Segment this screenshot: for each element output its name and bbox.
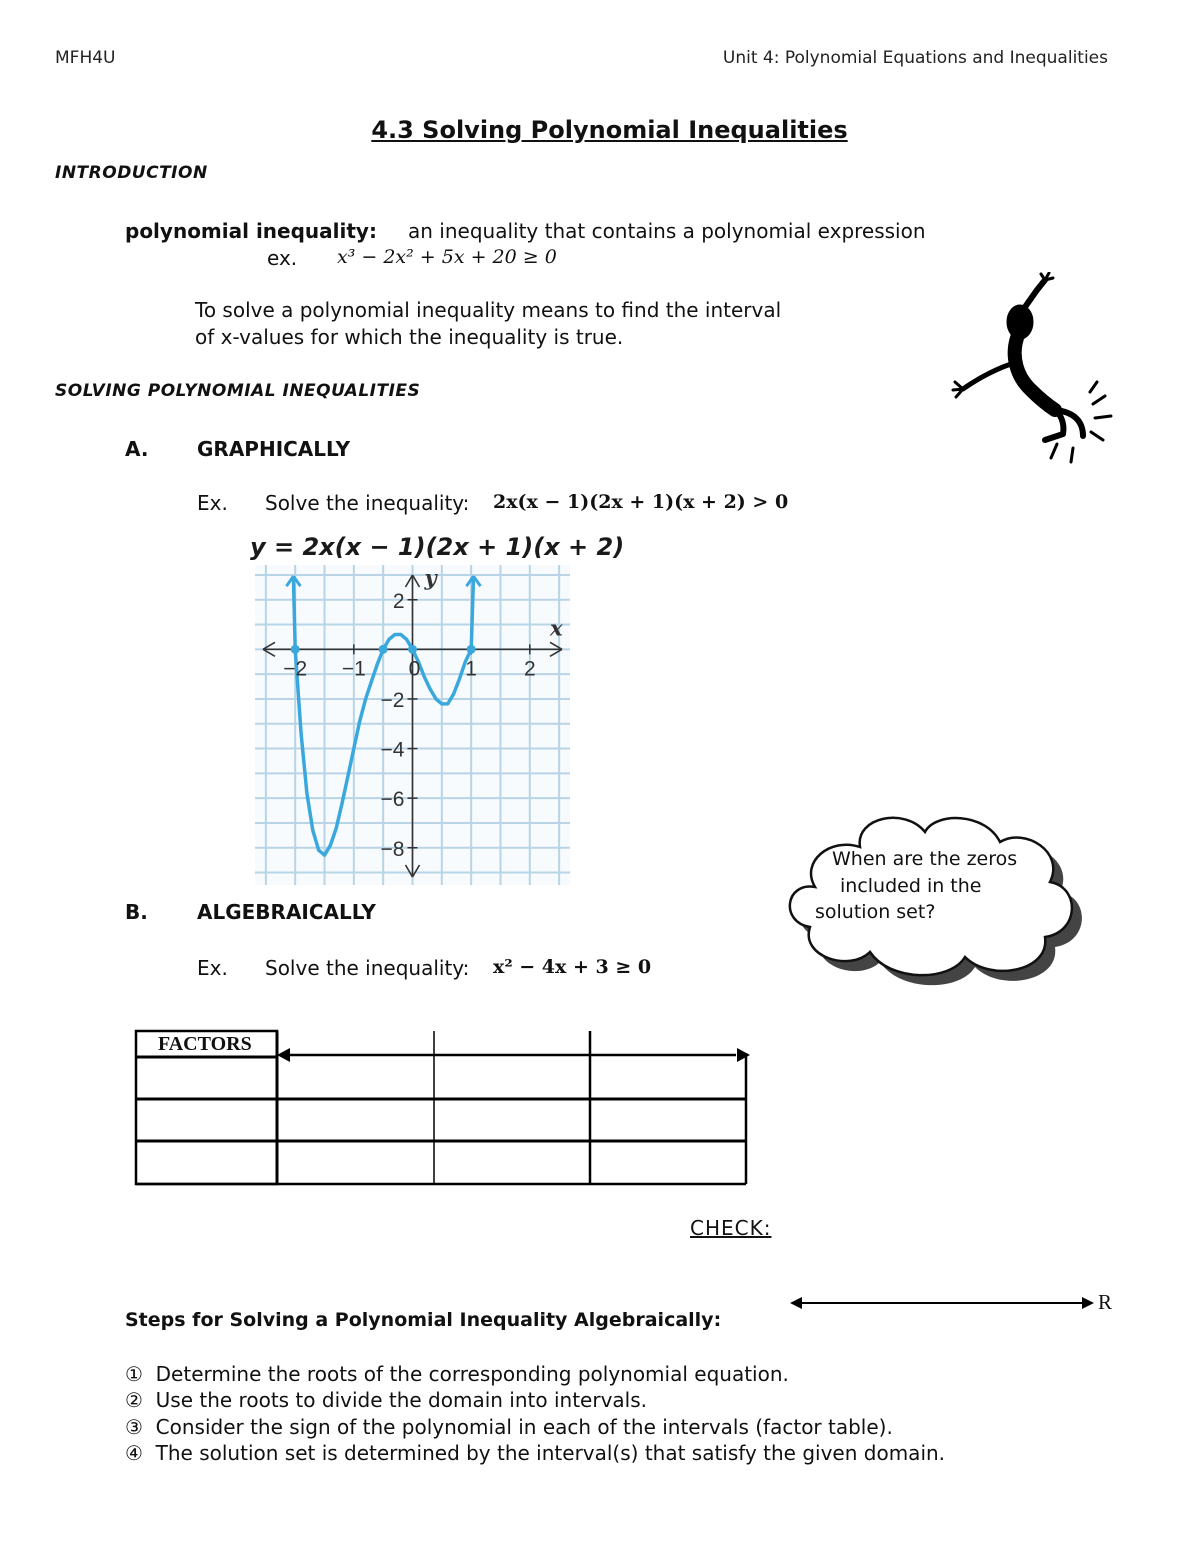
step-3 [125, 1415, 893, 1439]
step-4-marker: ④ [125, 1441, 143, 1465]
step-1-text: Determine the roots of the corresponding polynomial equation. [155, 1362, 789, 1386]
step-4 [125, 1441, 945, 1465]
section-b-ex-label: Ex. [197, 956, 228, 980]
x-tick-label: −2 [283, 657, 308, 681]
y-tick-label: 2 [392, 589, 405, 613]
unit-title: Unit 4: Polynomial Equations and Inequalities [722, 48, 1108, 68]
step-2-text: Use the roots to divide the domain into intervals. [155, 1388, 648, 1412]
section-a-label: GRAPHICALLY [197, 437, 351, 461]
y-axis-label: y [424, 565, 437, 590]
real-number-line [788, 1292, 1098, 1314]
explanation-line-1: To solve a polynomial inequality means to find the interval [195, 298, 782, 322]
stick-figure-illustration [945, 272, 1125, 467]
y-tick-label: −2 [380, 688, 405, 712]
cloud-line-3: solution set? [815, 901, 936, 923]
y-tick-label: −4 [380, 738, 405, 762]
polynomial-graph [255, 565, 570, 885]
example-expression: x³ − 2x² + 5x + 20 ≥ 0 [337, 246, 557, 268]
page-title: 4.3 Solving Polynomial Inequalities [371, 116, 848, 144]
section-b-prompt: Solve the inequality: [265, 956, 470, 980]
section-a-ex-label: Ex. [197, 491, 228, 515]
section-a-prompt: Solve the inequality: [265, 491, 470, 515]
step-3-marker: ③ [125, 1415, 143, 1439]
x-tick-label: 1 [465, 657, 477, 681]
zero-point [408, 645, 417, 654]
zero-point [467, 645, 476, 654]
zero-point [379, 645, 388, 654]
factor-table [130, 1025, 760, 1190]
term-definition: an inequality that contains a polynomial expression [408, 219, 926, 243]
solving-heading: SOLVING POLYNOMIAL INEQUALITIES [55, 381, 421, 401]
example-label: ex. [267, 246, 298, 270]
introduction-heading: INTRODUCTION [55, 163, 208, 183]
section-b-label: ALGEBRAICALLY [197, 900, 376, 924]
section-b-letter: B. [125, 900, 148, 924]
section-b-expression: x² − 4x + 3 ≥ 0 [493, 956, 652, 978]
y-tick-label: −8 [380, 837, 405, 861]
zero-point [291, 645, 300, 654]
explanation-line-2: of x-values for which the inequality is true. [195, 325, 624, 349]
section-a-letter: A. [125, 437, 149, 461]
x-tick-label: 0 [408, 657, 421, 681]
term-polynomial-inequality: polynomial inequality: [125, 219, 377, 243]
y-tick-label: −6 [380, 788, 405, 812]
x-axis-label: x [550, 615, 563, 641]
cloud-line-2: included in the [840, 875, 982, 897]
check-label: CHECK: [690, 1216, 772, 1240]
step-3-text: Consider the sign of the polynomial in each of the intervals (factor table). [155, 1415, 893, 1439]
step-1-marker: ① [125, 1362, 143, 1386]
x-tick-label: 2 [523, 657, 536, 681]
step-1 [125, 1362, 789, 1386]
x-tick-label: −1 [341, 657, 366, 681]
step-4-text: The solution set is determined by the interval(s) that satisfy the given domain. [155, 1441, 946, 1465]
cloud-line-1: When are the zeros [832, 848, 1018, 870]
real-numbers-symbol: R [1098, 1290, 1113, 1314]
steps-heading: Steps for Solving a Polynomial Inequality Algebraically: [125, 1309, 722, 1331]
step-2 [125, 1388, 647, 1412]
step-2-marker: ② [125, 1388, 143, 1412]
graph-equation: y = 2x(x − 1)(2x + 1)(x + 2) [250, 533, 625, 561]
course-code: MFH4U [55, 48, 116, 68]
factors-header: FACTORS [158, 1033, 252, 1055]
section-a-expression: 2x(x − 1)(2x + 1)(x + 2) > 0 [493, 491, 789, 513]
